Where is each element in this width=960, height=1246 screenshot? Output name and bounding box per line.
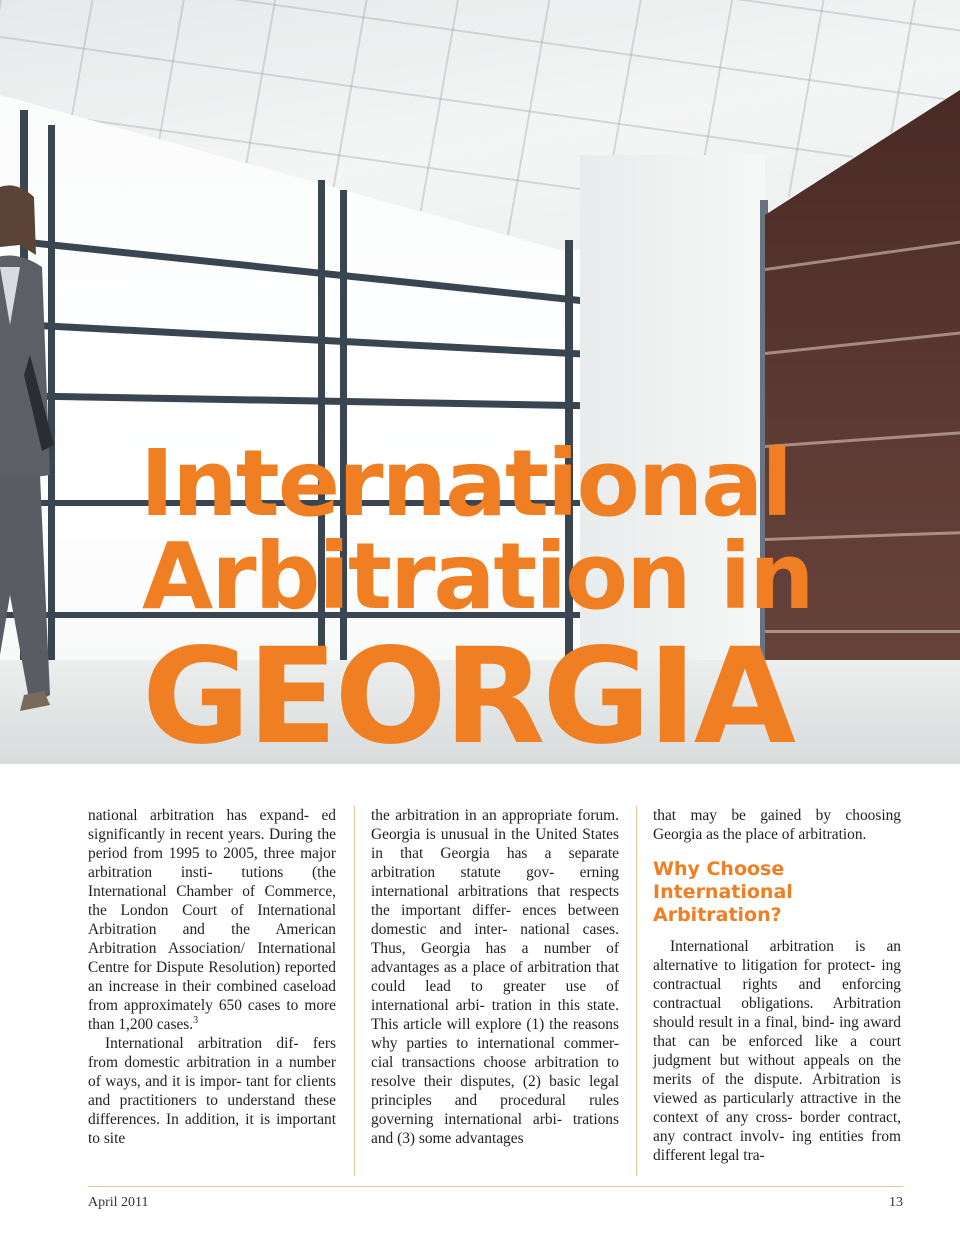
paragraph: the arbitration in an appropriate forum. Georgia is unusual in the United States in that Georgia has a separate arbitration statute gov- erning international arbitrations that respects the important differ- ences between domestic and inter- national cases. Thus, Georgia has a number of advantages as a place of arbitration that could lead to greater use of international arbi- tration in this state. This article will explore (1) the reasons why parties to international commer- cial transactions choose arbitration to resolve their disputes, (2) basic legal principles and procedural rules governing international arbi- trations and (3) some advantages (371, 807, 619, 1147)
headline-line-1: International (140, 430, 791, 537)
column-divider (636, 806, 637, 1176)
page-number: 13 (889, 1195, 903, 1210)
footer-rule (88, 1186, 903, 1187)
article-column-3 (653, 806, 901, 1165)
article-column-1 (88, 806, 336, 1148)
businesswoman-figure (0, 175, 90, 735)
paragraph: International arbitration dif- fers from domestic arbitration in a number of ways, and it is impor- tant for clients and practitioners to understand these differences. In addition, it is important to site (88, 1035, 336, 1147)
footnote-reference[interactable]: 3 (193, 1014, 199, 1026)
issue-date: April 2011 (88, 1195, 149, 1210)
paragraph: International arbitration is an alternative to litigation for protect- ing contractual rights and enforcing contractual obligations. Arbitration should result in a final, bind- ing award that can be enforced like a court judgment but without appeals on the merits of the dispute. Arbitration is viewed as particularly attractive in the context of any cross- border contract, any contract involv- ing entities from different legal tra- (653, 938, 901, 1164)
headline-line-2: Arbitration in (142, 523, 813, 630)
headline-line-3: GEORGIA (142, 620, 793, 764)
paragraph: national arbitration has expand- ed significantly in recent years. During the period from 1995 to 2005, three major arbitration insti- tutions (the International Chamber of Commerce, the London Court of International Arbitration and the American Arbitration Association/ International Centre for Dispute Resolution) reported an increase in their combined caseload from approximately 650 cases to more than 1,200 cases.$^3$ (88, 807, 336, 1033)
column-divider (354, 806, 355, 1176)
article-column-2 (371, 806, 619, 1148)
paragraph: that may be gained by choosing Georgia as the place of arbitration. (653, 807, 901, 843)
section-heading: Why Choose International Arbitration? (653, 858, 793, 926)
